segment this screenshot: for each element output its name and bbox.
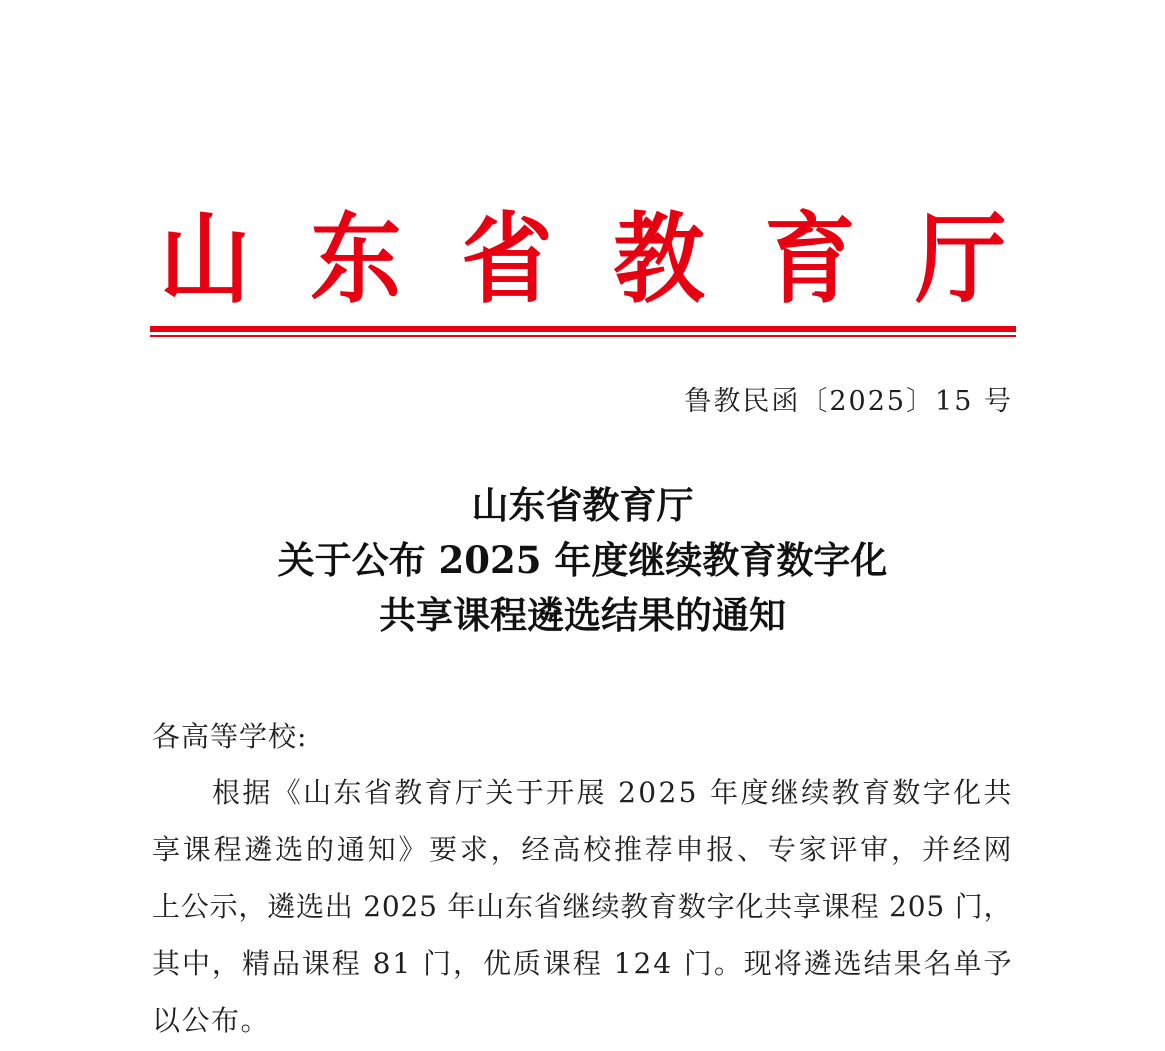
letterhead-char: 教 (612, 202, 705, 317)
body-line-1: 根据《山东省教育厅关于开展 2025 年度继续教育数字化共 (212, 776, 1014, 809)
title-line-2: 关于公布 2025 年度继续教育数字化 (277, 538, 888, 582)
letterhead-char: 山 (159, 202, 251, 317)
letterhead-divider-thin (150, 335, 1016, 337)
letterhead-title (150, 202, 1016, 317)
letterhead-char: 省 (461, 202, 553, 317)
letterhead-char: 东 (310, 202, 402, 317)
salutation: 各高等学校: (152, 720, 308, 753)
body-line-2: 享课程遴选的通知》要求，经高校推荐申报、专家评审，并经网 (152, 833, 1015, 866)
body-line-3: 上公示，遴选出 2025 年山东省继续教育数字化共享课程 205 门， (152, 890, 1013, 923)
title-line-3: 共享课程遴选结果的通知 (379, 593, 786, 637)
document-number: 鲁教民函〔2025〕15 号 (684, 386, 1013, 417)
title-line-1: 山东省教育厅 (471, 483, 694, 527)
document-title (0, 478, 1165, 643)
letterhead-char: 育 (764, 202, 856, 317)
letterhead-divider-thick (150, 326, 1016, 332)
body-line-5: 以公布。 (152, 1004, 271, 1037)
body-line-4: 其中，精品课程 81 门，优质课程 124 门。现将遴选结果名单予 (152, 947, 1014, 980)
letterhead-char: 厅 (915, 202, 1007, 317)
